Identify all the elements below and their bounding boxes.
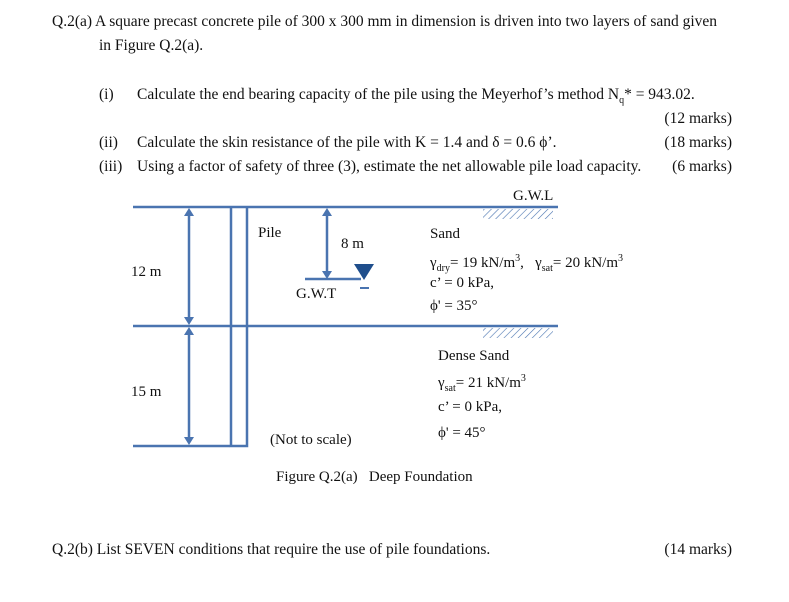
- depth-12m-label: 12 m: [131, 264, 162, 280]
- item-iii-text: Using a factor of safety of three (3), estimate the net allowable pile load capacity.: [137, 158, 642, 175]
- sand-friction-angle: ϕ' = 35°: [430, 298, 478, 314]
- item-i-num: (i): [99, 86, 114, 103]
- dense-sand-gamma-sat: $\gamma_{sat}= 21$ $kN/m^3$: [438, 373, 526, 394]
- gwl-label: G.W.L: [513, 188, 554, 204]
- item-iii-num: (iii): [99, 158, 123, 175]
- item-i-text: Calculate the end bearing capacity of the pile using the Meyerhof’s method $N_q* = 943.02$.: [137, 86, 695, 107]
- not-to-scale-note: (Not to scale): [270, 432, 352, 448]
- sand-gamma-dry: $\gamma_{dry}= 19$ $kN/m^3$, $\gamma_{sat}= 20$ $kN/m^3$: [430, 253, 624, 274]
- gwl-hatch: [483, 209, 553, 219]
- q2a-line1: Q.2(a) A square precast concrete pile of 300 x 300 mm in dimension is driven into two layers of sand given: [52, 13, 718, 30]
- dense-sand-friction-angle: ϕ' = 45°: [438, 425, 486, 441]
- item-ii-marks: (18 marks): [664, 134, 732, 151]
- item-iii-marks: (6 marks): [672, 158, 732, 175]
- item-ii-text: Calculate the skin resistance of the pile with K = 1.4 and δ = 0.6 ϕ’.: [137, 134, 557, 151]
- depth-15m-label: 15 m: [131, 384, 162, 400]
- dense-sand-label: Dense Sand: [438, 348, 510, 364]
- sand-label: Sand: [430, 226, 460, 242]
- gwt-triangle-icon: [354, 264, 374, 280]
- boundary-hatch: [483, 328, 553, 338]
- pile-label: Pile: [258, 225, 282, 241]
- q2a-line2: in Figure Q.2(a).: [99, 37, 204, 54]
- item-i-marks: (12 marks): [664, 110, 732, 127]
- q2b-text: Q.2(b) List SEVEN conditions that require the use of pile foundations.: [52, 541, 491, 558]
- depth-8m-label: 8 m: [341, 236, 364, 252]
- q2b-marks: (14 marks): [664, 541, 732, 558]
- item-ii-num: (ii): [99, 134, 118, 151]
- dense-sand-cohesion: c’ = 0 kPa,: [438, 399, 502, 415]
- sand-cohesion: c’ = 0 kPa,: [430, 275, 494, 291]
- figure-caption: Figure Q.2(a) Deep Foundation: [276, 469, 473, 485]
- gwt-label: G.W.T: [296, 286, 337, 302]
